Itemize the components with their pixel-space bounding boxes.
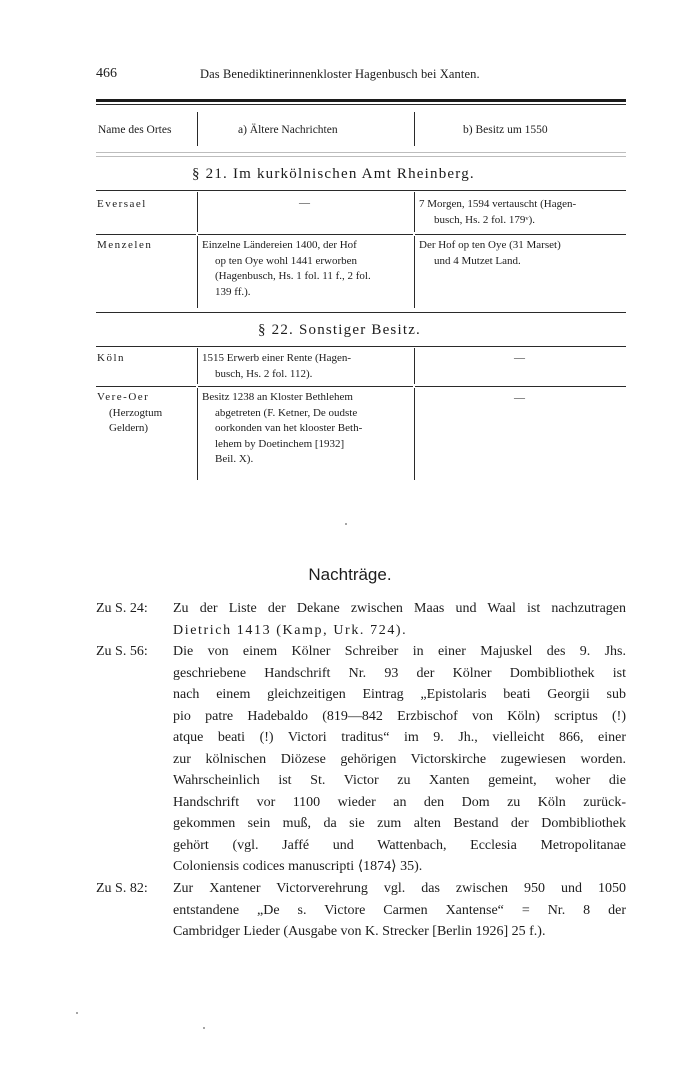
place-name-block: [97, 390, 197, 437]
note-line: Dietrich 1413 (Kamp, Urk. 724).: [173, 622, 408, 638]
header-bottom-rule: [96, 156, 626, 157]
column-divider: [197, 236, 198, 308]
place-name: Köln: [97, 352, 125, 364]
scan-speck: [203, 1027, 205, 1029]
note-line: atque beati (!) Victori traditus“ im 9. Jh., vielleicht 866, einer: [173, 730, 626, 745]
note-text: [173, 598, 626, 641]
place-name: Vere-Oer: [97, 391, 150, 403]
column-divider: [414, 236, 415, 308]
cell-line: oorkonden van het klooster Beth-: [215, 422, 363, 434]
running-title: Das Benediktinerinnenkloster Hagenbusch bei Xanten.: [200, 67, 480, 81]
row-rule: [198, 234, 413, 235]
note-line: Cambridger Lieder (Ausgabe von K. Strecker [Berlin 1926] 25 f.).: [173, 924, 546, 939]
row-rule: [96, 386, 196, 387]
place-region: Geldern): [109, 422, 149, 434]
addenda-title: Nachträge.: [308, 565, 392, 584]
column-divider: [414, 388, 415, 480]
older-records-cell: [202, 238, 412, 300]
table-top-rule-thin: [96, 104, 626, 105]
page-number: 466: [96, 66, 117, 81]
row-rule: [198, 386, 413, 387]
section-heading-22: § 22. Sonstiger Besitz.: [258, 322, 422, 338]
cell-line: abgetreten (F. Ketner, De oudste: [215, 406, 358, 419]
column-divider: [414, 112, 415, 146]
possession-cell: [419, 238, 629, 269]
cell-line: busch, Hs. 2 fol. 112).: [215, 367, 313, 380]
cell-line: Beil. X).: [215, 453, 254, 465]
addendum-note: [96, 878, 631, 946]
cell-line: lehem by Doetinchem [1932]: [215, 437, 345, 450]
column-header-older-records: a) Ältere Nachrichten: [238, 124, 338, 136]
note-line: pio patre Hadebaldo (819—842 Erzbischof von Köln) scriptus (!): [173, 708, 626, 724]
note-line: gekommen sein muß, da sie zum alten Bestand der Dombibliothek: [173, 816, 626, 831]
cell-line: Einzelne Ländereien 1400, der Hof: [202, 239, 357, 251]
section-rule: [96, 346, 626, 347]
note-line: Die von einem Kölner Schreiber in einer Majuskel des 9. Jhs.: [173, 644, 626, 659]
empty-cell-dash: —: [514, 392, 525, 404]
addendum-note: [96, 641, 631, 881]
place-name: Eversael: [97, 198, 147, 210]
empty-cell-dash: —: [299, 197, 310, 209]
column-divider: [197, 112, 198, 146]
note-text: [173, 641, 626, 878]
note-line: Wahrscheinlich ist St. Victor zu Xanten gemeint, woher die: [173, 773, 626, 788]
possession-cell: [419, 197, 629, 228]
column-divider: [197, 192, 198, 232]
note-line: Zu der Liste der Dekane zwischen Maas und Waal ist nachzutragen: [173, 601, 626, 616]
section-rule: [96, 312, 626, 313]
cell-line: 1515 Erwerb einer Rente (Hagen-: [202, 352, 352, 364]
scan-speck: [76, 1012, 78, 1014]
column-divider: [414, 192, 415, 232]
section-heading-21: § 21. Im kurkölnischen Amt Rheinberg.: [192, 166, 475, 182]
scan-speck: [345, 523, 347, 525]
column-divider: [414, 348, 415, 384]
older-records-cell: [202, 390, 412, 468]
cell-line: 7 Morgen, 1594 vertauscht (Hagen-: [419, 198, 577, 210]
note-line: entstandene „De s. Victore Carmen Xantense“ = Nr. 8 der: [173, 902, 626, 918]
note-line: Zur Xantener Victorverehrung vgl. das zwischen 950 und 1050: [173, 881, 626, 896]
row-rule: [415, 386, 626, 387]
note-line: geschriebene Handschrift Nr. 93 der Kölner Dombibliothek ist: [173, 665, 626, 681]
column-divider: [197, 348, 198, 384]
cell-line: op ten Oye wohl 1441 erworben: [215, 254, 358, 267]
note-line: gehört (vgl. Jaffé und Wattenbach, Ecclesia Metropolitanae: [173, 837, 626, 853]
row-rule: [96, 234, 196, 235]
cell-line: busch, Hs. 2 fol. 179ᵛ).: [434, 213, 536, 226]
column-header-place: Name des Ortes: [98, 124, 172, 136]
note-reference: Zu S. 24:: [96, 601, 148, 616]
cell-line: Besitz 1238 an Kloster Bethlehem: [202, 391, 353, 403]
note-line: Handschrift vor 1100 wieder an den Dom zu Köln zurück-: [173, 794, 626, 810]
cell-line: 139 ff.).: [215, 285, 251, 298]
note-reference: Zu S. 56:: [96, 644, 148, 659]
cell-line: Der Hof op ten Oye (31 Marset): [419, 239, 561, 251]
place-name: Menzelen: [97, 239, 153, 251]
header-bottom-rule: [96, 152, 626, 153]
table-top-rule: [96, 99, 626, 102]
note-line: nach einem gleichzeitigen Eintrag „Epistolaris beati Georgii sub: [173, 687, 626, 702]
addendum-note: [96, 598, 631, 642]
column-header-possession-1550: b) Besitz um 1550: [463, 124, 548, 136]
older-records-cell: [202, 351, 412, 382]
note-line: zur kölnischen Diözese gehörigen Victorskirche zugewiesen worden.: [173, 751, 626, 767]
cell-line: und 4 Mutzet Land.: [434, 254, 521, 267]
section-rule: [96, 190, 626, 191]
note-reference: Zu S. 82:: [96, 881, 148, 896]
row-rule: [415, 234, 626, 235]
note-line: Coloniensis codices manuscripti ⟨1874⟩ 35).: [173, 859, 423, 874]
empty-cell-dash: —: [514, 352, 525, 364]
note-text: [173, 878, 626, 943]
place-region: (Herzogtum: [109, 406, 163, 419]
cell-line: (Hagenbusch, Hs. 1 fol. 11 f., 2 fol.: [215, 270, 371, 282]
column-divider: [197, 388, 198, 480]
